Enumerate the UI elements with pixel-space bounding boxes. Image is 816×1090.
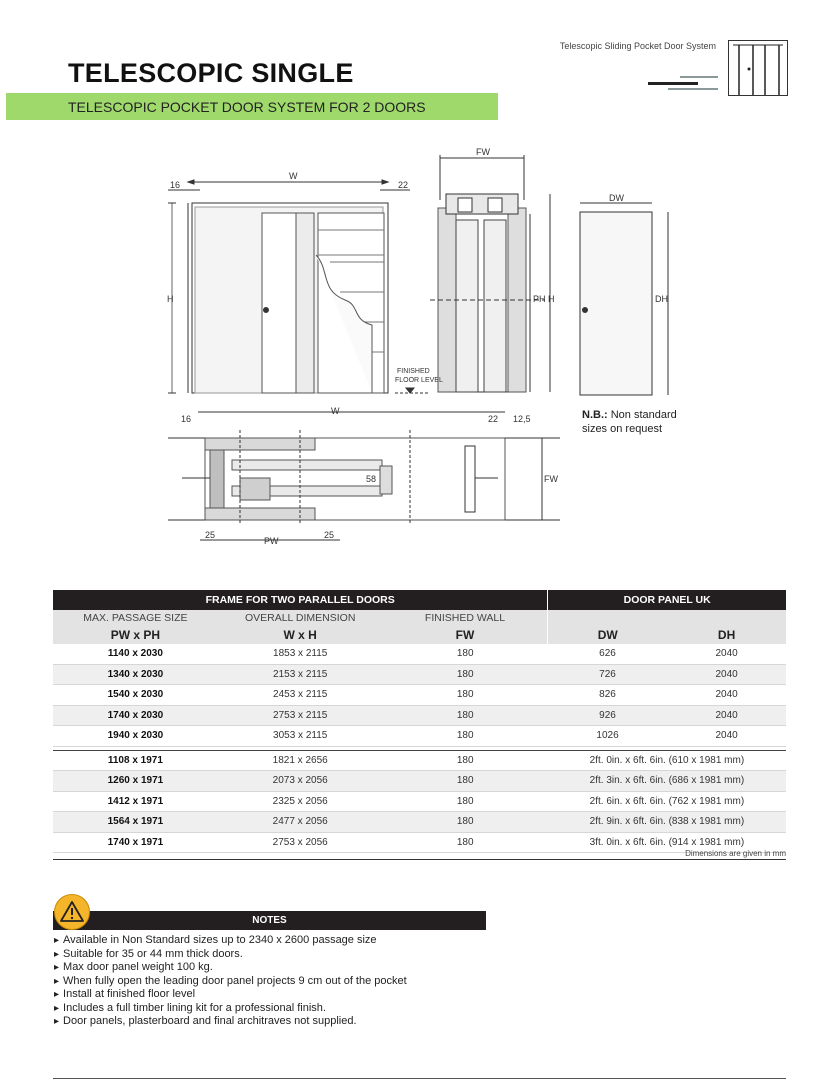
table-row (53, 705, 786, 726)
table-row (53, 664, 786, 685)
list-item: ▸ Install at finished floor level (54, 988, 407, 1002)
dim-pw-plan: PW (264, 536, 279, 546)
table-row (53, 726, 786, 747)
dim-ph-h-side: PH H (533, 294, 555, 304)
dim-16-front: 16 (170, 180, 181, 190)
cell-fw: 180 (383, 664, 548, 685)
col-dw: DW (548, 626, 667, 644)
table-group-frame: FRAME FOR TWO PARALLEL DOORS (53, 590, 548, 610)
col-pw-ph: PW x PH (53, 626, 218, 644)
cell-dw: 726 (548, 664, 667, 685)
cell-wh: 2153 x 2115 (218, 664, 383, 685)
dim-25-right-plan: 25 (324, 530, 335, 540)
cell-fw: 180 (383, 685, 548, 706)
cell-door-size: 3ft. 0in. x 6ft. 6in. (914 x 1981 mm) (548, 832, 786, 853)
cell-pw: 1108 x 1971 (53, 750, 218, 771)
footer-rule (53, 1078, 786, 1079)
technical-drawing (0, 130, 816, 550)
col-sub-overall: OVERALL DIMENSION (218, 610, 383, 626)
dim-w-front: W (289, 171, 298, 181)
cell-wh: 2073 x 2056 (218, 771, 383, 792)
cell-fw: 180 (383, 832, 548, 853)
brand-stripes-icon (648, 74, 718, 96)
dim-22-plan: 22 (488, 414, 499, 424)
dim-h-front: H (167, 294, 174, 304)
table-row (53, 685, 786, 706)
list-item: ▸ When fully open the leading door panel projects 9 cm out of the pocket (54, 975, 407, 989)
table-row (53, 791, 786, 812)
cell-wh: 2325 x 2056 (218, 791, 383, 812)
cell-fw: 180 (383, 750, 548, 771)
cell-dw: 926 (548, 705, 667, 726)
cell-wh: 1853 x 2115 (218, 644, 383, 664)
cell-fw: 180 (383, 771, 548, 792)
cell-door-size: 2ft. 9in. x 6ft. 6in. (838 x 1981 mm) (548, 812, 786, 833)
cell-wh: 2453 x 2115 (218, 685, 383, 706)
cell-dh: 2040 (667, 644, 786, 664)
cell-dh: 2040 (667, 664, 786, 685)
cell-wh: 2753 x 2056 (218, 832, 383, 853)
table-row (53, 771, 786, 792)
finished-floor-label-2: FLOOR LEVEL (395, 377, 443, 384)
cell-wh: 2753 x 2115 (218, 705, 383, 726)
col-w-h: W x H (218, 626, 383, 644)
list-item: ▸ Includes a full timber lining kit for a professional finish. (54, 1002, 407, 1016)
table-bottom-rule (53, 859, 786, 860)
dim-22-front: 22 (398, 180, 409, 190)
brand-text: Telescopic Sliding Pocket Door System (559, 41, 716, 51)
finished-floor-label-1: FINISHED (397, 368, 430, 375)
table-row (53, 812, 786, 833)
col-sub-passage: MAX. PASSAGE SIZE (53, 610, 218, 626)
note-text-1: Non standard (607, 409, 677, 421)
cell-dw: 826 (548, 685, 667, 706)
cell-fw: 180 (383, 705, 548, 726)
cell-dw: 1026 (548, 726, 667, 747)
cell-door-size: 2ft. 0in. x 6ft. 6in. (610 x 1981 mm) (548, 750, 786, 771)
non-standard-note (582, 408, 677, 436)
cell-wh: 2477 x 2056 (218, 812, 383, 833)
table-row (53, 832, 786, 853)
cell-door-size: 2ft. 3in. x 6ft. 6in. (686 x 1981 mm) (548, 771, 786, 792)
cell-pw: 1340 x 2030 (53, 664, 218, 685)
cell-pw: 1940 x 2030 (53, 726, 218, 747)
notes-title: NOTES (252, 915, 287, 926)
note-bold: N.B.: (582, 409, 608, 421)
dim-w-plan: W (331, 406, 340, 416)
page-subtitle: TELESCOPIC POCKET DOOR SYSTEM FOR 2 DOORS (68, 99, 426, 115)
dimensions-footnote: Dimensions are given in mm (685, 849, 786, 858)
col-fw: FW (383, 626, 548, 644)
dim-25-left-plan: 25 (205, 530, 216, 540)
cell-dh: 2040 (667, 726, 786, 747)
cell-door-size: 2ft. 6in. x 6ft. 6in. (762 x 1981 mm) (548, 791, 786, 812)
list-item: ▸ Suitable for 35 or 44 mm thick doors. (54, 948, 407, 962)
list-item: ▸ Door panels, plasterboard and final architraves not supplied. (54, 1015, 407, 1029)
table-row (53, 644, 786, 664)
cell-fw: 180 (383, 812, 548, 833)
dim-fw-side: FW (476, 147, 490, 157)
page-title: TELESCOPIC SINGLE (68, 58, 354, 88)
table-row (53, 750, 786, 771)
notes-list (54, 934, 407, 1029)
table-group-door: DOOR PANEL UK (548, 590, 786, 610)
list-item: ▸ Available in Non Standard sizes up to 2340 x 2600 passage size (54, 934, 407, 948)
cell-pw: 1740 x 1971 (53, 832, 218, 853)
cell-dh: 2040 (667, 705, 786, 726)
dim-58-plan: 58 (366, 474, 377, 484)
cell-fw: 180 (383, 726, 548, 747)
cell-pw: 1140 x 2030 (53, 644, 218, 664)
cell-dw: 626 (548, 644, 667, 664)
cell-pw: 1412 x 1971 (53, 791, 218, 812)
cell-dh: 2040 (667, 685, 786, 706)
cell-wh: 1821 x 2656 (218, 750, 383, 771)
dim-dh: DH (655, 294, 668, 304)
col-dh: DH (667, 626, 786, 644)
cell-pw: 1540 x 2030 (53, 685, 218, 706)
cell-fw: 180 (383, 644, 548, 664)
cell-pw: 1564 x 1971 (53, 812, 218, 833)
dim-12-5-plan: 12,5 (513, 414, 531, 424)
cell-pw: 1260 x 1971 (53, 771, 218, 792)
spec-table (53, 590, 786, 853)
dim-fw-plan: FW (544, 474, 558, 484)
dim-dw: DW (609, 193, 624, 203)
list-item: ▸ Max door panel weight 100 kg. (54, 961, 407, 975)
col-sub-wall: FINISHED WALL (383, 610, 548, 626)
note-text-2: sizes on request (582, 423, 663, 435)
logo-door-icon (728, 40, 788, 96)
dim-16-plan: 16 (181, 414, 192, 424)
cell-fw: 180 (383, 791, 548, 812)
cell-wh: 3053 x 2115 (218, 726, 383, 747)
cell-pw: 1740 x 2030 (53, 705, 218, 726)
